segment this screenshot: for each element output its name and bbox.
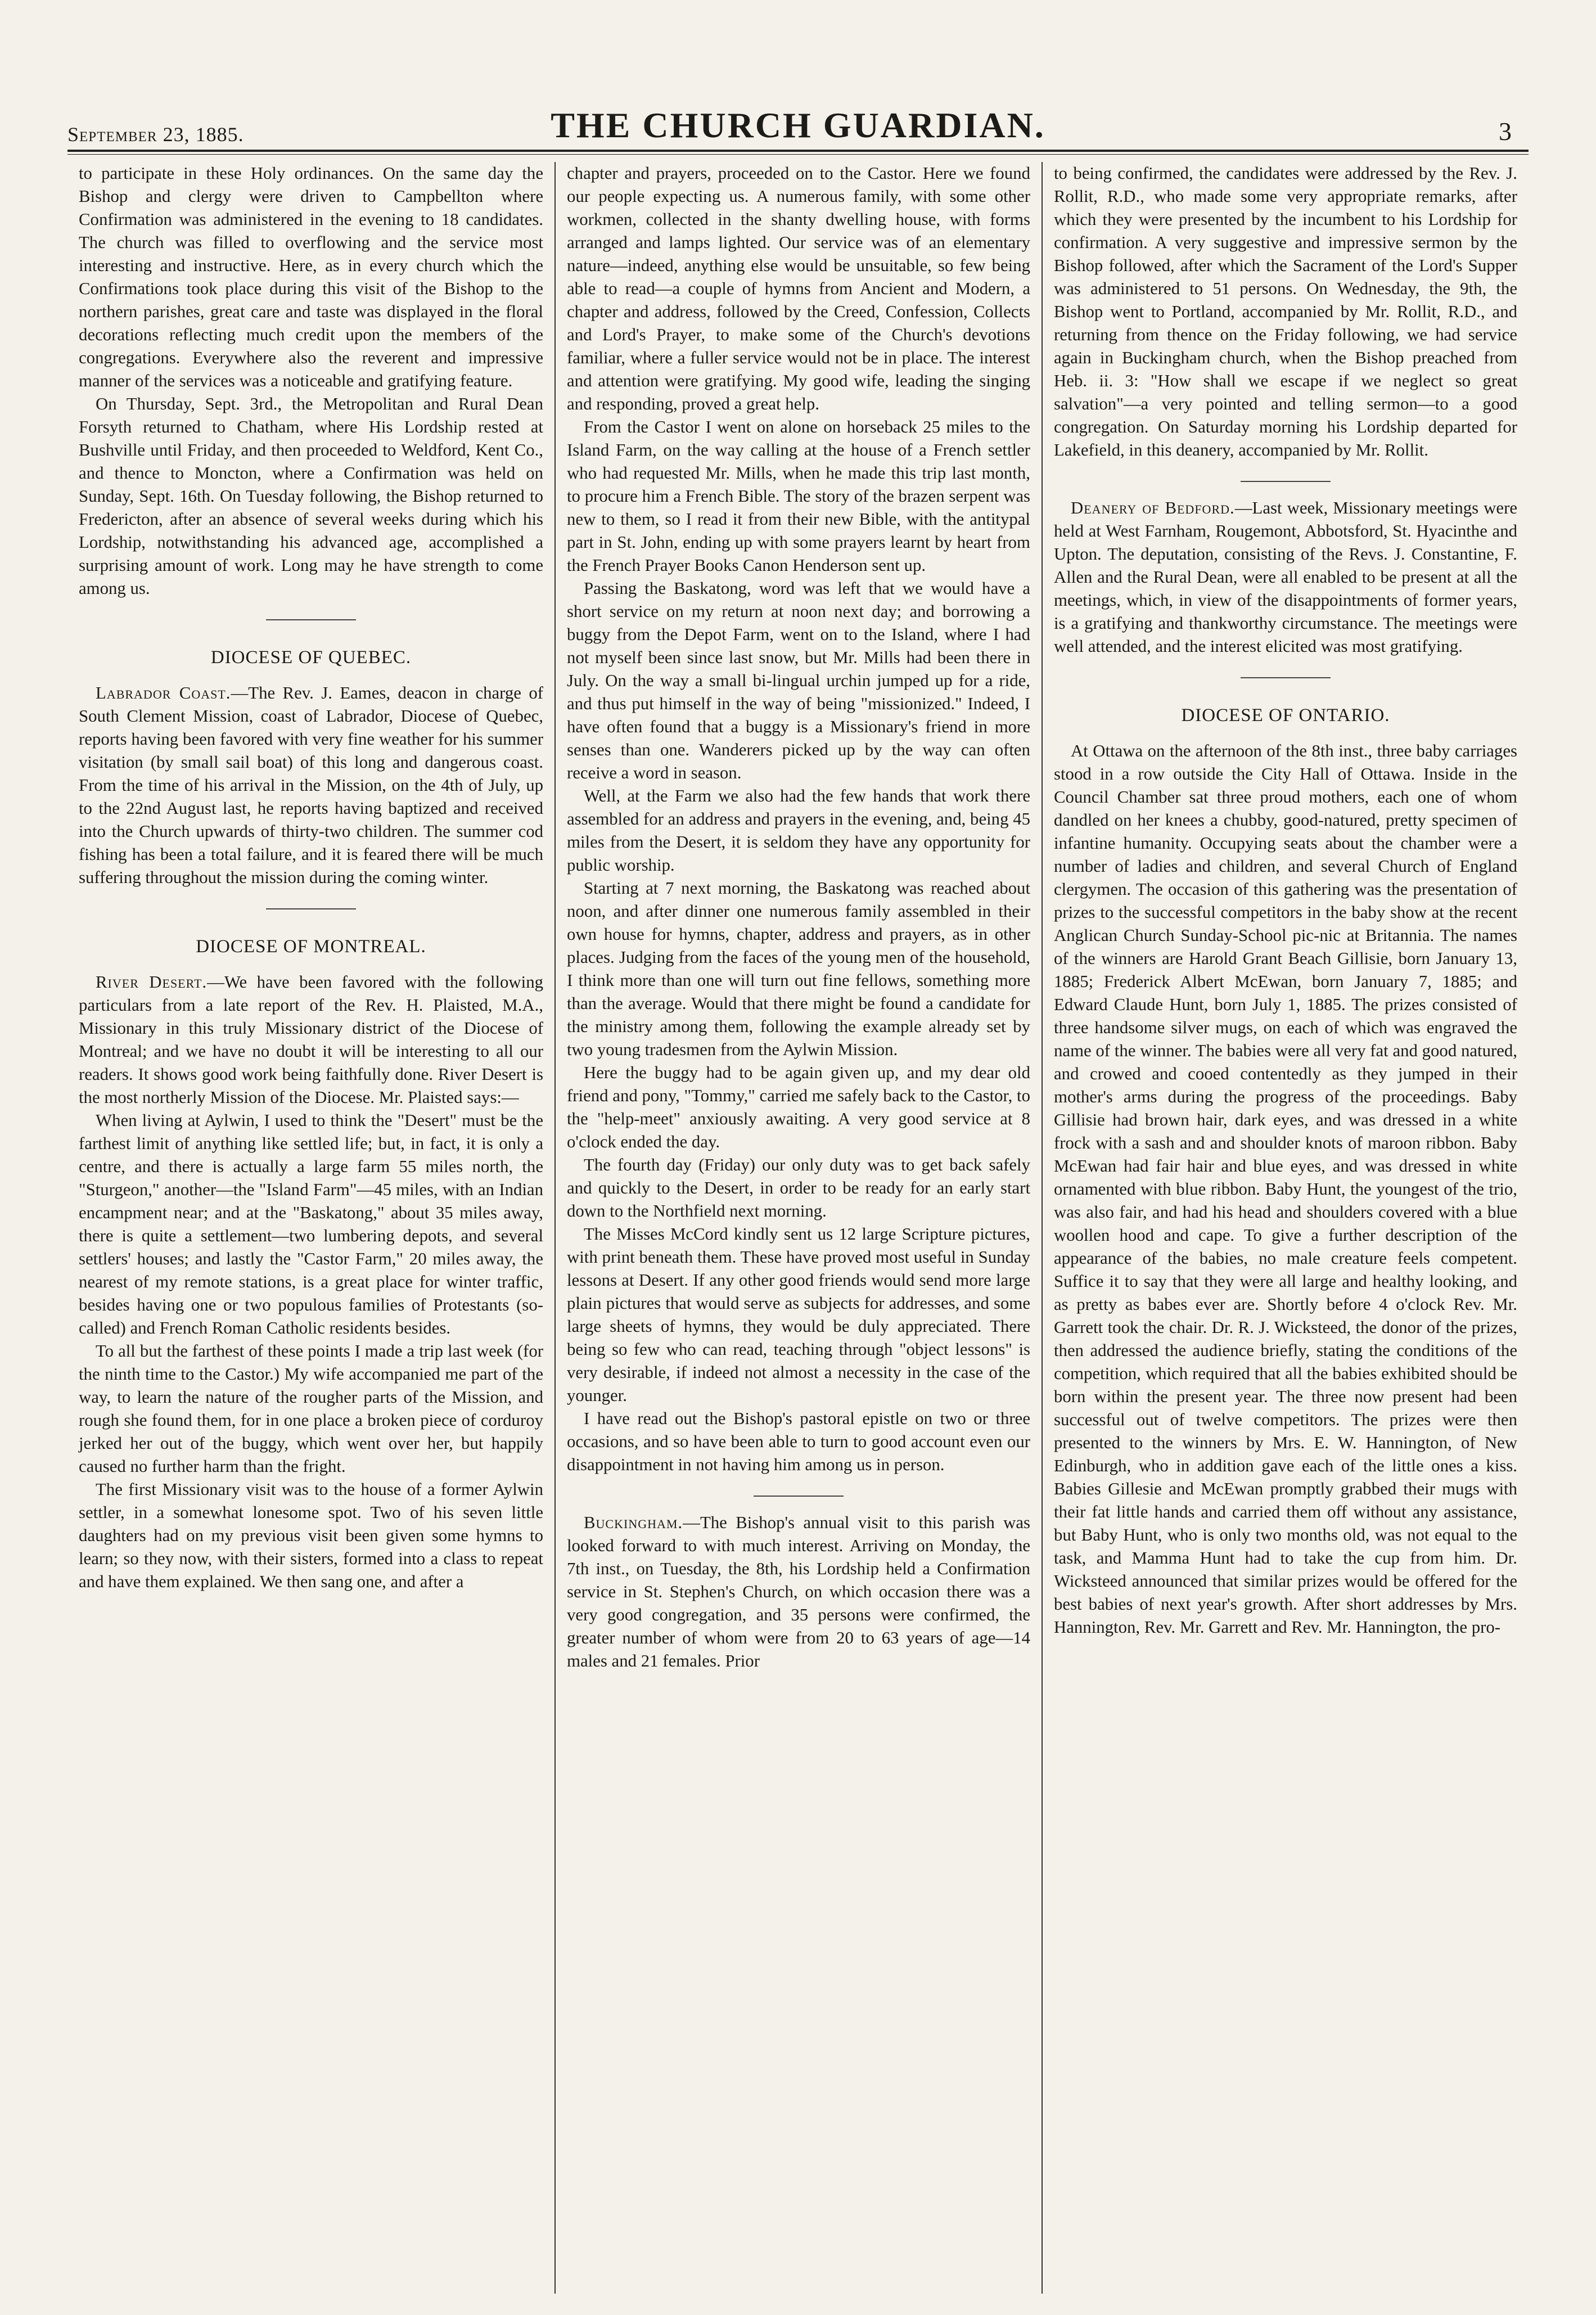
paragraph: The Misses McCord kindly sent us 12 large Scripture pictures, with print beneath them. These have proved most useful in Sunday lessons at Desert. If any other good friends would send more large plain pictures that would serve as subjects for addresses, and some large sheets of hymns, they would be duly appreciated. There being so few who can read, teaching through "object lessons" is very desirable, if indeed not almost a necessity in the case of the younger. [567, 1224, 1030, 1405]
paragraph: chapter and prayers, proceeded on to the Castor. Here we found our people expecting us. A numerous family, with some other workmen, collected in the shanty dwelling house, with forms arranged and lamps lighted. Our service was of an elementary nature—indeed, anything else would be unsuitable, so few being able to read—a couple of hymns from Ancient and Modern, a chapter and address, followed by the Creed, Confession, Collects and Lord's Prayer, to make some of the Church's devotions familiar, where a fuller service would not be in place. The interest and attention were gratifying. My good wife, leading the singing and responding, proved a great help. [567, 164, 1030, 413]
paragraph: Starting at 7 next morning, the Baskatong was reached about noon, and after dinner one numerous family assembled in their own house for hymns, chapter, address and prayers, as in other places. Judging from the faces of the young men of the household, I think more than one will turn out fine fellows, something more than the average. Would that there might be found a candidate for the ministry among them, following the example already set by two young tradesmen from the Aylwin Mission. [567, 879, 1030, 1059]
paragraph [567, 1511, 1030, 1673]
paragraph-text: —Last week, Missionary meetings were held at West Farnham, Rougemont, Abbotsford, St. Hyacinthe and Upton. The deputation, consisting of the Revs. J. Constantine, F. Allen and the Rural Dean, were all enabled to be present at all the meetings, which, in view of the disappointments of former years, is a gratifying and thankworthy circumstance. The meetings were well attended, and the interest elicited was most gratifying. [1054, 498, 1518, 656]
section-heading: DIOCESE OF QUEBEC. [210, 647, 412, 668]
paragraph-lead: Buckingham. [584, 1513, 683, 1532]
paragraph: The first Missionary visit was to the house of a former Aylwin settler, in a somewhat lonesome spot. Two of his seven little daughters had on my previous visit been given some hymns to learn; so they now, with their sisters, formed into a class to repeat and have them explained. We then sang one, and after a [79, 1480, 543, 1591]
column-3 [1042, 162, 1529, 2294]
paragraph: to participate in these Holy ordinances. On the same day the Bishop and clergy were driven to Campbellton where Confirmation was administered in the evening to 18 candidates. The church was filled to overflowing and the service most interesting and instructive. Here, as in every church which the Confirmations took place during this visit of the Bishop to the northern parishes, great care and taste was displayed in the floral decorations reflecting much credit upon the members of the congregations. Everywhere also the reverent and impressive manner of the services was a noticeable and gratifying feature. [79, 164, 543, 390]
paragraph: At Ottawa on the afternoon of the 8th inst., three baby carriages stood in a row outside the City Hall of Ottawa. Inside in the Council Chamber sat three proud mothers, each one of whom dandled on her knees a chubby, good-natured, pretty specimen of infantine humanity. Occupying seats about the chamber were a number of ladies and children, and several Church of England clergymen. The occasion of this gathering was the presentation of prizes to the successful competitors in the baby show at the recent Anglican Church Sunday-School pic-nic at Britannia. The names of the winners are Harold Grant Beach Gillisie, born January 13, 1885; Frederick Albert McEwan, born January 7, 1885; and Edward Claude Hunt, born July 1, 1885. The prizes consisted of three handsome silver mugs, on each of which was engraved the name of the winner. The babies were all very fat and good natured, and crowed and cooed contentedly as they jumped in their mother's arms during the progress of the proceedings. Baby Gillisie had brown hair, dark eyes, and was dressed in a white frock with a sash and and shoulder knots of maroon ribbon. Baby McEwan had fair hair and blue eyes, and was dressed in white ornamented with blue ribbon. Baby Hunt, the youngest of the trio, was also fair, and had his head and shoulders covered with a blue woollen hood and cape. To give a further description of the appearance of the babies, no male creature feels competent. Suffice it to say that they were all large and healthy looking, and as pretty as babes ever are. Shortly before 4 o'clock Rev. Mr. Garrett took the chair. Dr. R. J. Wicksteed, the donor of the prizes, then addressed the audience briefly, stating the conditions of the competition, which required that all the babies exhibited should be born within the present year. The three now present had been successful out of twelve competitors. The prizes were then presented to the winners by Mrs. E. W. Hannington, of New Edinburgh, who in addition gave each of the little ones a kiss. Babies Gillesie and McEwan promptly grabbed their mugs with their fat little hands and carried them off without any assistance, but Baby Hunt, who is only two months old, was not equal to the task, and Mamma Hunt had to take the cup from him. Dr. Wicksteed announced that similar prizes would be offered for the best babies of next year's growth. After short addresses by Mrs. Hannington, Rev. Mr. Garrett and Rev. Mr. Hannington, the pro- [1054, 741, 1517, 1637]
paragraph-text: —The Bishop's annual visit to this parish was looked forward to with much interest. Arriving on Monday, the 7th inst., on Tuesday, the 8th, his Lordship held a Confirmation service in St. Stephen's Church, on which occasion there was a very good congregation, and 35 persons were confirmed, the greater number of whom were from 20 to 63 years of age—14 males and 21 females. Prior [567, 1513, 1030, 1670]
section-divider [754, 1496, 844, 1497]
newspaper-page [67, 84, 1529, 2295]
paragraph: From the Castor I went on alone on horseback 25 miles to the Island Farm, on the way calling at the house of a French settler who had requested Mr. Mills, when he made this trip last month, to procure him a French Bible. The story of the brazen serpent was new to them, so I read it from their new Bible, with the antitypal part in St. John, ending up with some prayers learnt by heart from the French Prayer Books Canon Henderson sent up. [567, 417, 1030, 575]
paragraph [79, 682, 543, 889]
article-columns [67, 162, 1529, 2294]
section-divider [266, 619, 356, 620]
paragraph: To all but the farthest of these points I made a trip last week (for the ninth time to the Castor.) My wife accompanied me part of the way, to learn the nature of the rougher parts of the Mission, and rough she found them, for in one place a broken piece of corduroy jerked her out of the buggy, which went over her, but happily caused no further harm than the fright. [79, 1341, 543, 1476]
issue-date: September 23, 1885. [67, 123, 244, 146]
paragraph-text: —We have been favored with the following particulars from a late report of the Rev. H. Plaisted, M.A., Missionary in this truly Missionary district of the Diocese of Montreal; and we have no doubt it will be interesting to all our readers. It shows good work being faithfully done. River Desert is the most northerly Mission of the Diocese. Mr. Plaisted says:— [79, 972, 543, 1107]
paragraph: On Thursday, Sept. 3rd., the Metropolitan and Rural Dean Forsyth returned to Chatham, where His Lordship rested at Bushville until Friday, and then proceeded to Weldford, Kent Co., and thence to Moncton, where a Confirmation was held on Sunday, Sept. 16th. On Tuesday following, the Bishop returned to Fredericton, after an absence of several weeks during which his Lordship, notwithstanding his advanced age, accomplished a surprising amount of work. Long may he have strength to come among us. [79, 394, 543, 598]
masthead-rule [67, 150, 1529, 152]
paragraph: Here the buggy had to be again given up, and my dear old friend and pony, "Tommy," carried me safely back to the Castor, to the "help-meet" anxiously awaiting. A very good service at 8 o'clock ended the day. [567, 1063, 1030, 1151]
section-divider [1241, 481, 1331, 482]
paragraph: to being confirmed, the candidates were addressed by the Rev. J. Rollit, R.D., who made some very appropriate remarks, after which they were presented by the incumbent to his Lordship for confirmation. A very suggestive and impressive sermon by the Bishop followed, after which the Sacrament of the Lord's Supper was administered to 51 persons. On Wednesday, the 9th, the Bishop went to Portland, accompanied by Mr. Rollit, R.D., and returning from thence on the Friday following, we had service again in Buckingham church, when the Bishop preached from Heb. ii. 3: "How shall we escape if we neglect so great salvation"—a very pointed and telling sermon—to a good congregation. On Saturday morning his Lordship departed for Lakefield, in this deanery, accompanied by Mr. Rollit. [1054, 164, 1517, 460]
masthead-rule-thin [67, 154, 1529, 155]
newspaper-title: THE CHURCH GUARDIAN. [551, 105, 1045, 145]
paragraph-lead: Labrador Coast. [96, 683, 231, 702]
section-heading: DIOCESE OF ONTARIO. [1181, 705, 1390, 726]
section-divider [1241, 677, 1331, 678]
paragraph-text: —The Rev. J. Eames, deacon in charge of South Clement Mission, coast of Labrador, Diocese of Quebec, reports having been favored with very fine weather for his summer visitation (by small sail boat) of this long and dangerous coast. From the time of his arrival in the Mission, on the 4th of July, up to the 22nd August last, he reports having baptized and received into the Church upwards of thirty-two children. The summer cod fishing has been a total failure, and it is feared there will be much suffering throughout the mission during the coming winter. [79, 683, 543, 887]
paragraph: I have read out the Bishop's pastoral epistle on two or three occasions, and so have been able to turn to good account even our disappointment in not having him among us in person. [567, 1409, 1030, 1474]
paragraph [1054, 497, 1517, 658]
paragraph: Well, at the Farm we also had the few hands that work there assembled for an address and prayers in the evening, and, being 45 miles from the Desert, it is seldom they have any opportunity for public worship. [567, 786, 1030, 875]
paragraph: When living at Aylwin, I used to think the "Desert" must be the farthest limit of anything like settled life; but, in fact, it is only a centre, and there is actually a large farm 55 miles north, the "Sturgeon," another—the "Island Farm"—45 miles, with an Indian encampment near; and at the "Baskatong," about 35 miles away, there is quite a settlement—two lumbering depots, and several settlers' houses; and lastly the "Castor Farm," 20 miles away, the nearest of my remote stations, is a great place for winter traffic, besides having one or two populous families of Protestants (so-called) and French Roman Catholic residents besides. [79, 1111, 543, 1337]
page-number: 3 [1499, 117, 1512, 146]
column-1 [67, 162, 554, 2294]
paragraph-lead: Deanery of Bedford. [1071, 498, 1235, 517]
paragraph-lead: River Desert. [96, 972, 208, 992]
paragraph: Passing the Baskatong, word was left that we would have a short service on my return at noon next day; and borrowing a buggy from the Depot Farm, went on to the Island, where I had not myself been since last snow, but Mr. Mills had been there in July. On the way a small bi-lingual urchin jumped up for a ride, and thus put himself in the way of being "missionized." Indeed, I have often found that a buggy is a Missionary's friend in more senses than one. Wanderers picked up by the way can often receive a word in season. [567, 579, 1030, 782]
paragraph [79, 971, 543, 1109]
paragraph: The fourth day (Friday) our only duty was to get back safely and quickly to the Desert, in order to be ready for an early start down to the Northfield next morning. [567, 1155, 1030, 1220]
column-2 [554, 162, 1042, 2294]
masthead [67, 84, 1529, 146]
section-heading: DIOCESE OF MONTREAL. [196, 936, 426, 957]
section-divider [266, 908, 356, 909]
